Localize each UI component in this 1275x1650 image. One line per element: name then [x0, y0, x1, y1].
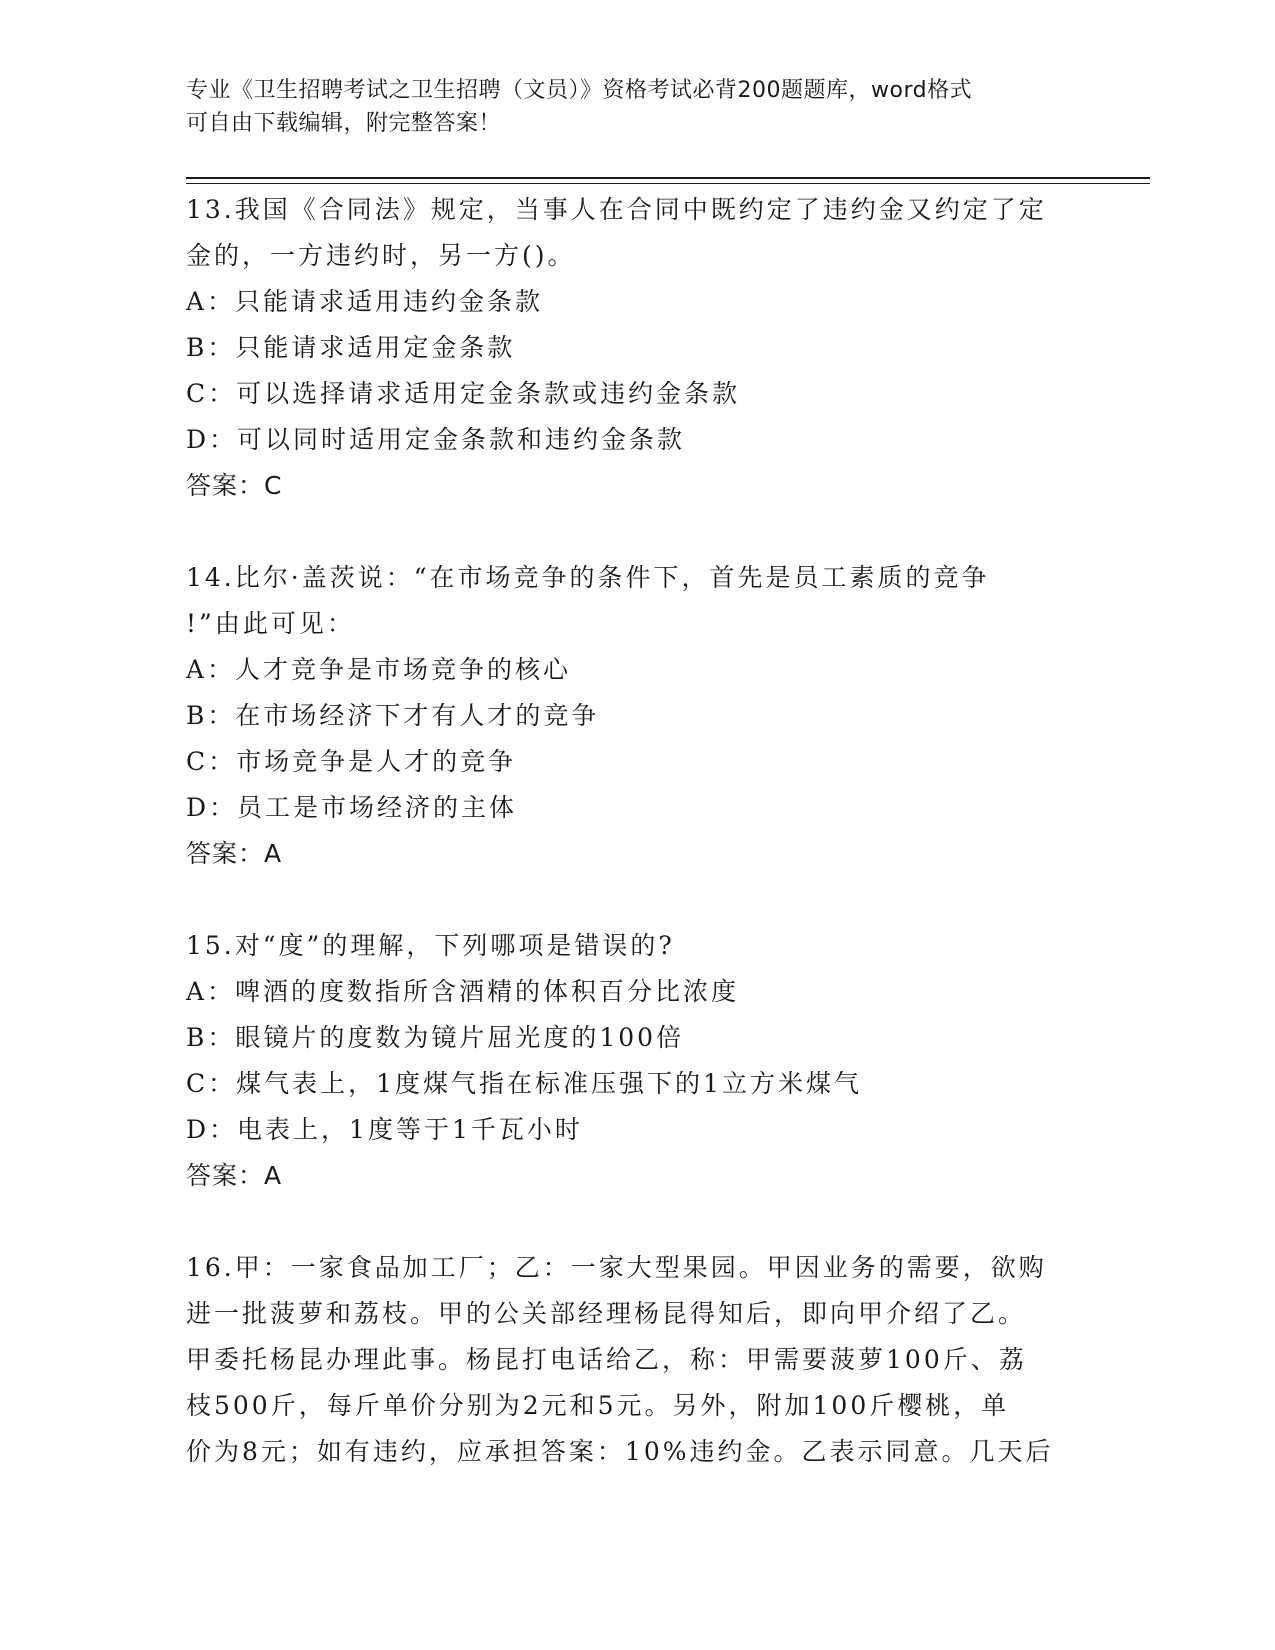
question-stem-line: 15.对“度”的理解，下列哪项是错误的? [186, 931, 675, 960]
option-b: B：只能请求适用定金条款 [186, 333, 516, 362]
header-line-1: 专业《卫生招聘考试之卫生招聘（文员）》资格考试必背200题题库，word格式 [186, 78, 973, 103]
question-stem-line: 13.我国《合同法》规定，当事人在合同中既约定了违约金又约定了定 [186, 195, 1047, 224]
option-d: D：员工是市场经济的主体 [186, 793, 518, 822]
question-stem-line: !”由此可见： [186, 609, 355, 638]
question-16 [186, 1245, 1086, 1475]
header-line-2: 可自由下载编辑，附完整答案！ [186, 111, 502, 136]
header-rule-thin [186, 183, 1150, 184]
header-rule-thick [186, 177, 1150, 179]
option-c: C：煤气表上，1度煤气指在标准压强下的1立方米煤气 [186, 1069, 862, 1098]
question-stem-line: 甲委托杨昆办理此事。杨昆打电话给乙，称：甲需要菠萝100斤、荔 [186, 1345, 1027, 1374]
question-stem-line: 价为8元；如有违约，应承担答案：10%违约金。乙表示同意。几天后 [186, 1437, 1054, 1466]
document-header [186, 74, 1086, 140]
option-a: A：只能请求适用违约金条款 [186, 287, 544, 316]
option-a: A：啤酒的度数指所含酒精的体积百分比浓度 [186, 977, 740, 1006]
question-13 [186, 187, 1086, 509]
question-14 [186, 555, 1086, 877]
question-15 [186, 923, 1086, 1199]
spacer [186, 509, 1086, 555]
option-d: D：电表上，1度等于1千瓦小时 [186, 1115, 583, 1144]
question-stem-line: 16.甲：一家食品加工厂；乙：一家大型果园。甲因业务的需要，欲购 [186, 1253, 1047, 1282]
option-d: D：可以同时适用定金条款和违约金条款 [186, 425, 686, 454]
option-c: C：市场竞争是人才的竞争 [186, 747, 517, 776]
option-b: B：在市场经济下才有人才的竞争 [186, 701, 600, 730]
question-stem-line: 14.比尔·盖茨说：“在市场竞争的条件下，首先是员工素质的竞争 [186, 563, 990, 592]
question-list [186, 187, 1086, 1475]
option-c: C：可以选择请求适用定金条款或违约金条款 [186, 379, 741, 408]
question-stem-line: 枝500斤，每斤单价分别为2元和5元。另外，附加100斤樱桃，单 [186, 1391, 1010, 1420]
answer-text: 答案：A [186, 839, 283, 868]
answer-text: 答案：A [186, 1161, 283, 1190]
question-stem-line: 进一批菠萝和荔枝。甲的公关部经理杨昆得知后，即向甲介绍了乙。 [186, 1299, 1027, 1328]
answer-text: 答案：C [186, 471, 283, 500]
spacer [186, 877, 1086, 923]
spacer [186, 1199, 1086, 1245]
question-stem-line: 金的，一方违约时，另一方()。 [186, 241, 576, 270]
option-b: B：眼镜片的度数为镜片屈光度的100倍 [186, 1023, 685, 1052]
option-a: A：人才竞争是市场竞争的核心 [186, 655, 572, 684]
